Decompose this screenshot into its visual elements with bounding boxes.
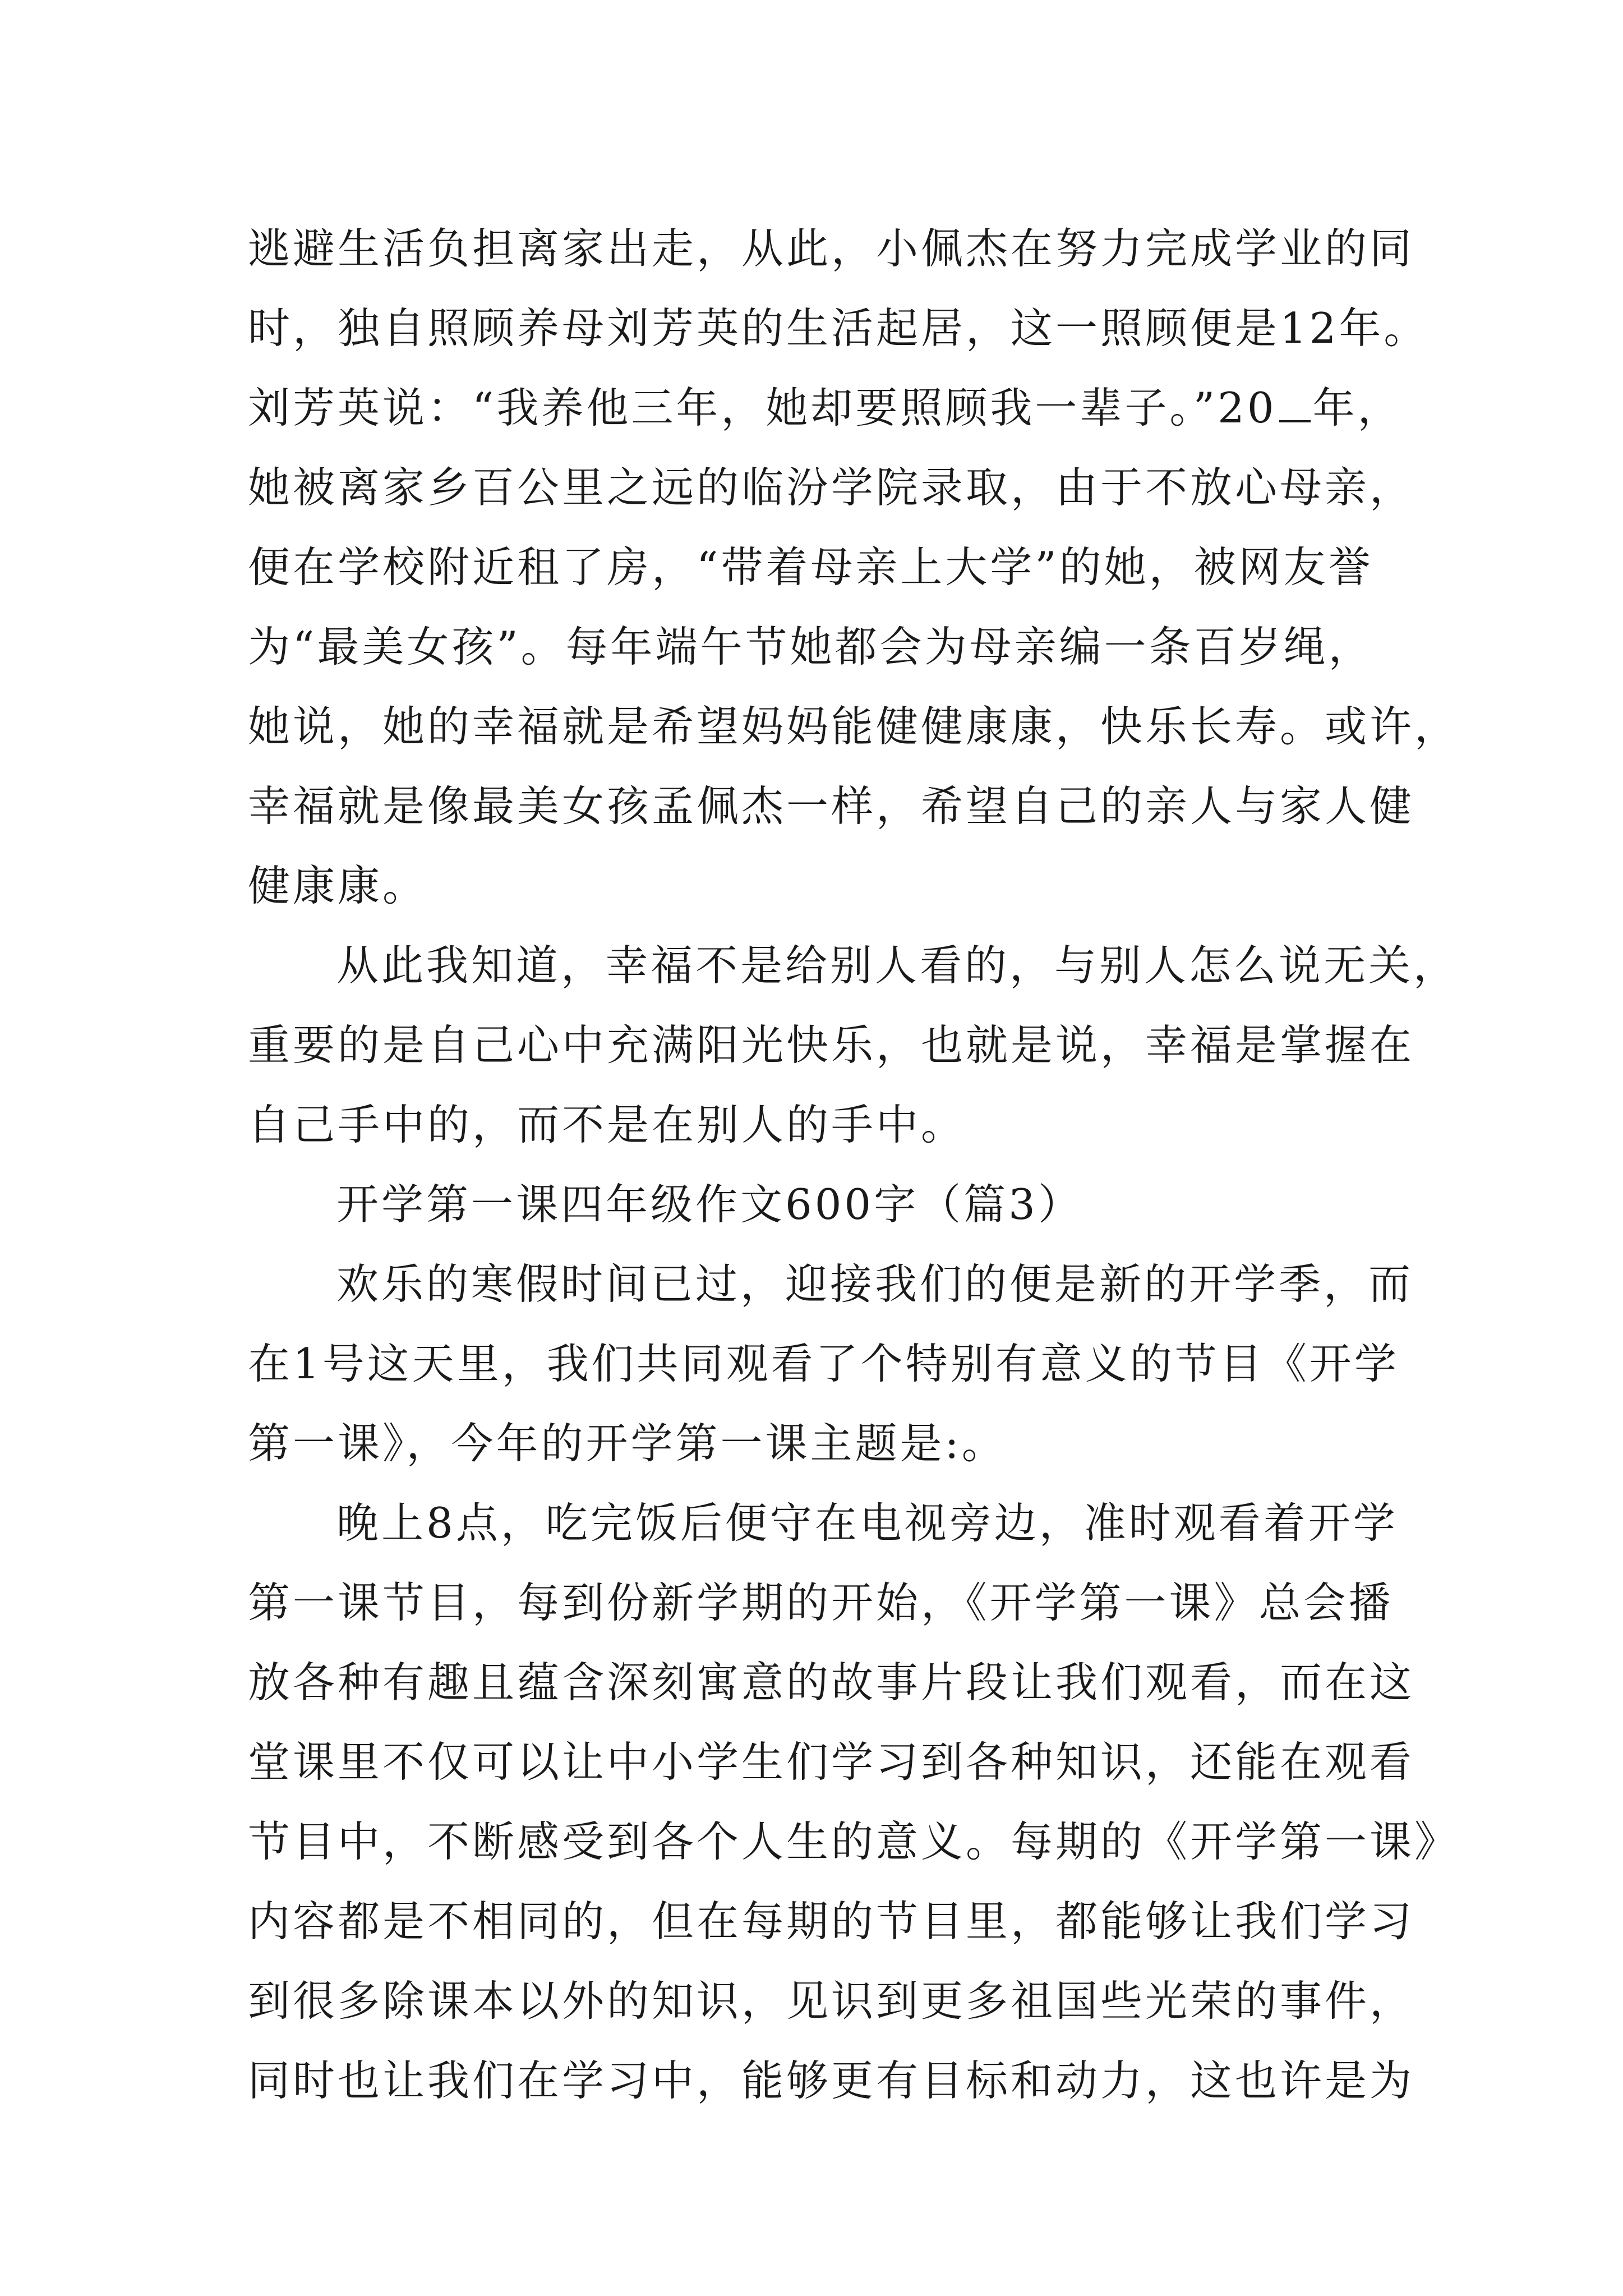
text-line: 重要的是自己心中充满阳光快乐，也就是说，幸福是掌握在 [248, 1020, 1415, 1070]
text-line: 同时也让我们在学习中，能够更有目标和动力，这也许是为 [248, 2056, 1415, 2105]
text-line: 堂课里不仅可以让中小学生们学习到各种知识，还能在观看 [248, 1737, 1415, 1787]
text-line: 晚上8点，吃完饭后便守在电视旁边，准时观看着开学 [336, 1498, 1398, 1548]
text-fragment: 刘芳英说：“我养他三年，她却要照顾我一辈子。”20 [248, 383, 1277, 432]
text-line: 她说，她的幸福就是希望妈妈能健健康康，快乐长寿。或许， [248, 702, 1460, 751]
text-line [248, 368, 1403, 448]
text-line: 便在学校附近租了房，“带着母亲上大学”的她，被网友誉 [248, 542, 1373, 592]
text-fragment: 年， [1312, 383, 1403, 432]
text-line: 第一课》，今年的开学第一课主题是:。 [248, 1419, 1007, 1468]
text-line: 放各种有趣且蕴含深刻寓意的故事片段让我们观看，而在这 [248, 1658, 1415, 1707]
text-line: 自己手中的，而不是在别人的手中。 [248, 1100, 966, 1149]
section-heading: 开学第一课四年级作文600字（篇3） [336, 1180, 1083, 1229]
text-line: 时，独自照顾养母刘芳英的生活起居，这一照顾便是12年。 [248, 303, 1429, 353]
text-line: 在1号这天里，我们共同观看了个特别有意义的节目《开学 [248, 1339, 1399, 1388]
text-line: 到很多除课本以外的知识，见识到更多祖国些光荣的事件， [248, 1976, 1415, 2026]
text-line: 从此我知道，幸福不是给别人看的，与别人怎么说无关， [336, 941, 1459, 990]
text-line: 第一课节目，每到份新学期的开始，《开学第一课》总会播 [248, 1578, 1394, 1627]
document-body [248, 209, 1460, 2120]
text-line: 幸福就是像最美女孩孟佩杰一样，希望自己的亲人与家人健 [248, 781, 1415, 831]
text-line: 内容都是不相同的，但在每期的节目里，都能够让我们学习 [248, 1897, 1415, 1946]
text-line: 欢乐的寒假时间已过，迎接我们的便是新的开学季，而 [336, 1259, 1414, 1309]
text-line: 为“最美女孩”。每年端午节她都会为母亲编一条百岁绳， [248, 622, 1373, 671]
text-line: 逃避生活负担离家出走，从此，小佩杰在努力完成学业的同 [248, 224, 1415, 273]
text-line: 健康康。 [248, 861, 428, 910]
text-line: 她被离家乡百公里之远的临汾学院录取，由于不放心母亲， [248, 463, 1415, 512]
blank-underline [1279, 397, 1311, 422]
text-line: 节目中，不断感受到各个人生的意义。每期的《开学第一课》 [248, 1817, 1460, 1866]
